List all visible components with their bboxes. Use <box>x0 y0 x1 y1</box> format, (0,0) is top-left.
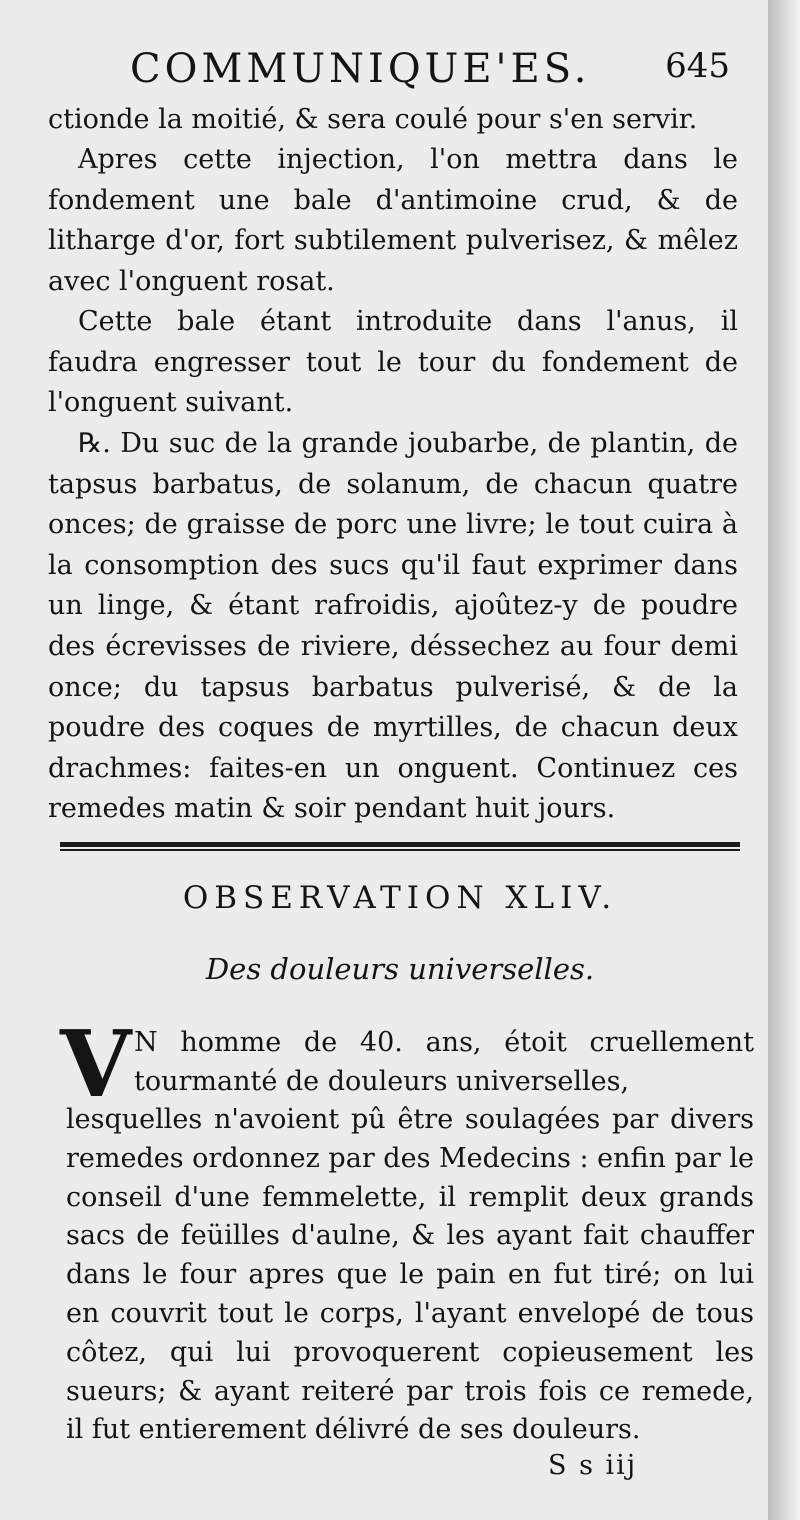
paragraph-recipe: ℞. Du suc de la grande joubarbe, de plantin, de tapsus barbatus, de solanum, de chacun quatre onces; de graisse de porc une livre; le tout cuira à la consomption des sucs qu'il faut exprimer dans un linge, & étant rafroidis, ajoûtez-y de poudre des écrevisses de riviere, déssechez au four demi once; du tapsus barbatus pulverisé, & de la poudre des coques de myrtilles, de chacun deux drachmes: faites-en un onguent. Continuez ces remedes matin & soir pendant huit jours. <box>48 428 738 825</box>
observation-body: lesquelles n'avoient pû être soulagées par divers remedes ordonnez par des Medecins : enfin par le conseil d'une femmelette, il remplit deux grands sacs de feüilles d'aulne, & les ayant fait chauffer dans le four apres que le pain en fut tiré; on lui en couvrit tout le corps, l'ayant envelopé de tous côtez, qui lui provoquerent copieusement les sueurs; & ayant reiteré par trois fois ce remede, il fut entierement délivré de ses douleurs. <box>66 1104 754 1446</box>
paragraph-continuation: ctionde la moitié, & sera coulé pour s'en servir. <box>48 104 698 135</box>
paragraph-bale: Cette bale étant introduite dans l'anus, il faudra engresser tout le tour du fondement de l'onguent suivant. <box>48 306 738 419</box>
running-title: COMMUNIQUE'ES. <box>130 46 591 92</box>
paragraph-injection: Apres cette injection, l'on mettra dans le fondement une bale d'antimoine crud, & de litharge d'or, fort subtilement pulverisez, & mêlez avec l'onguent rosat. <box>48 144 738 297</box>
section-divider <box>60 842 740 851</box>
observation-body-opening: N homme de 40. ans, étoit cruellement tourmanté de douleurs universelles, <box>134 1027 754 1097</box>
observation-heading: OBSERVATION XLIV. <box>182 880 618 916</box>
drop-cap: V <box>60 1010 132 1118</box>
signature-mark: S s iij <box>548 1450 638 1481</box>
page-number: 645 <box>665 46 730 86</box>
running-head <box>130 46 740 96</box>
observation-subtitle: Des douleurs universelles. <box>205 952 595 986</box>
